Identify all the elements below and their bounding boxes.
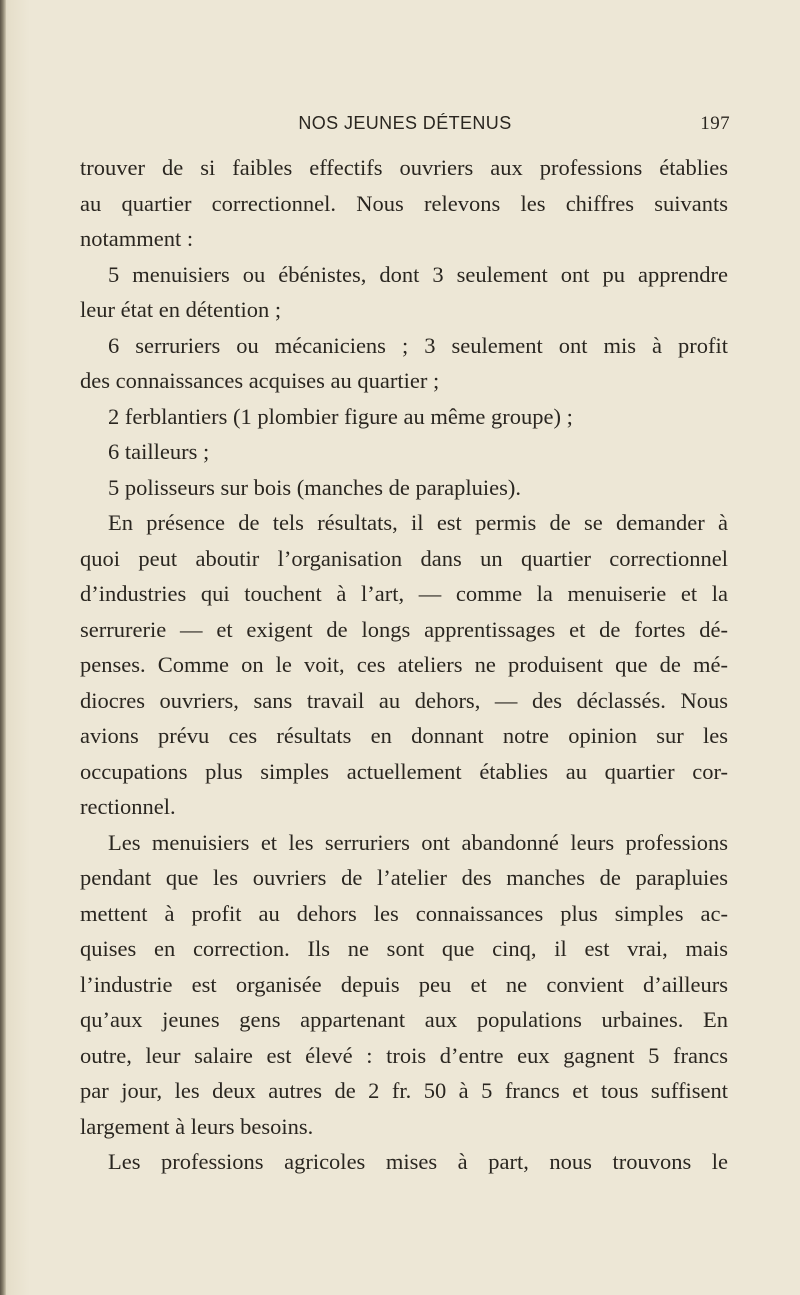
text-line: quises en correction. Ils ne sont que cinq, il est vrai, mais (80, 936, 728, 961)
text-line: 5 menuisiers ou ébénistes, dont 3 seulement ont pu apprendre (108, 261, 728, 287)
text-line: avions prévu ces résultats en donnant notre opinion sur les (80, 723, 728, 748)
text-line: mettent à profit au dehors les connaissances plus simples ac- (80, 900, 728, 926)
text-line: 2 ferblantiers (1 plombier figure au même groupe) ; (108, 403, 573, 429)
text-line: qu’aux jeunes gens appartenant aux populations urbaines. En (80, 1007, 728, 1032)
text-line: diocres ouvriers, sans travail au dehors, — des déclassés. Nous (80, 687, 728, 713)
text-line: pendant que les ouvriers de l’atelier des manches de parapluies (80, 865, 728, 890)
text-line: serrurerie — et exigent de longs apprentissages et de fortes dé- (80, 616, 728, 642)
text-line: l’industrie est organisée depuis peu et ne convient d’ailleurs (80, 971, 728, 997)
text-line: par jour, les deux autres de 2 fr. 50 à 5 francs et tous suffisent (80, 1078, 728, 1103)
running-title: NOS JEUNES DÉTENUS (298, 113, 512, 133)
text-line: leur état en détention ; (80, 297, 282, 322)
running-head (80, 113, 730, 143)
text-line: 6 tailleurs ; (108, 439, 210, 464)
text-line: 5 polisseurs sur bois (manches de parapluies). (108, 474, 522, 500)
text-line: rectionnel. (80, 794, 176, 819)
text-line: Les professions agricoles mises à part, nous trouvons le (108, 1149, 728, 1174)
text-line: occupations plus simples actuellement établies au quartier cor- (80, 758, 728, 784)
text-line: largement à leurs besoins. (80, 1113, 314, 1139)
text-line: trouver de si faibles effectifs ouvriers aux professions établies (80, 155, 728, 180)
text-line: des connaissances acquises au quartier ; (80, 368, 440, 393)
text-line: au quartier correctionnel. Nous relevons les chiffres suivants (80, 190, 728, 216)
text-line: 6 serruriers ou mécaniciens ; 3 seulement ont mis à profit (108, 332, 728, 358)
binding-edge (0, 0, 6, 1295)
text-line: outre, leur salaire est élevé : trois d’entre eux gagnent 5 francs (80, 1042, 728, 1068)
text-line: quoi peut aboutir l’organisation dans un quartier correctionnel (80, 545, 728, 571)
body-text (80, 150, 728, 1180)
text-line: Les menuisiers et les serruriers ont abandonné leurs professions (108, 829, 728, 855)
text-line: penses. Comme on le voit, ces ateliers ne produisent que de mé- (80, 652, 728, 677)
text-line: d’industries qui touchent à l’art, — comme la menuiserie et la (80, 581, 728, 606)
text-line: notamment : (80, 226, 194, 251)
text-line: En présence de tels résultats, il est permis de se demander à (108, 510, 728, 535)
page-number: 197 (700, 113, 730, 134)
